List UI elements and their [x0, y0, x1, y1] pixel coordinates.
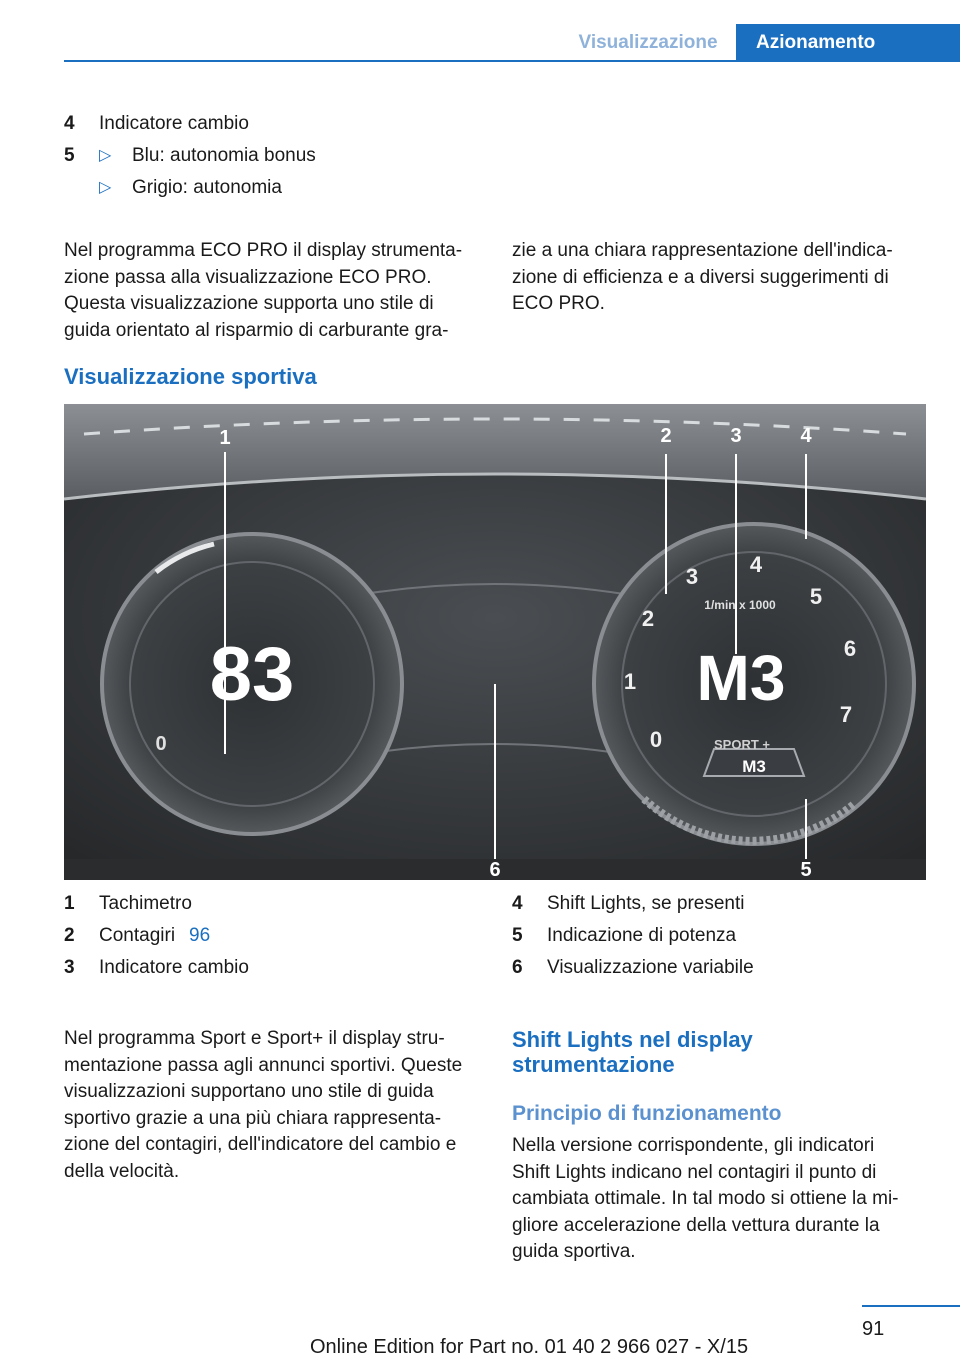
text-line: zie a una chiara rappresentazione dell'indica-: [512, 240, 893, 261]
text-line: Nel programma ECO PRO il display strumenta-: [64, 240, 463, 261]
rpm-tick-3: 3: [685, 564, 699, 589]
text-line: mentazione passa agli annunci sportivi. Queste: [64, 1054, 463, 1076]
top-list: [64, 108, 316, 204]
legend-item: [512, 888, 754, 920]
callout-5: 5: [800, 859, 812, 880]
text-line: della velocità.: [64, 1160, 180, 1182]
legend-number: 3: [64, 957, 75, 978]
callout-3: 3: [730, 425, 742, 447]
legend-item: [64, 888, 249, 920]
speed-zero-label: 0: [155, 733, 167, 755]
principle-title: Principio di funzionamento: [512, 1102, 782, 1125]
legend-number: 6: [512, 957, 523, 978]
tab-azionamento[interactable]: Azionamento: [736, 24, 960, 62]
legend-number: 5: [512, 925, 523, 946]
rpm-tick-2: 2: [641, 606, 655, 631]
mode-badge: M3: [742, 757, 766, 776]
callout-2: 2: [660, 425, 672, 447]
text-line: gliore accelerazione della vettura durante la: [512, 1214, 880, 1236]
eco-paragraph-left: [64, 238, 494, 344]
text-line: visualizzazioni supportano uno stile di guida: [64, 1081, 434, 1102]
heading-line: strumentazione: [512, 1052, 675, 1077]
instrument-cluster-image: [64, 404, 926, 880]
rpm-tick-6: 6: [843, 636, 857, 661]
instrument-cluster-figure: [64, 404, 926, 880]
tab-visualizzazione[interactable]: Visualizzazione: [578, 32, 718, 53]
text-line: Nel programma Sport e Sport+ il display stru-: [64, 1028, 445, 1049]
list-item: [64, 108, 316, 140]
rpm-tick-1: 1: [623, 669, 637, 694]
list-item: [64, 172, 316, 204]
callout-1: 1: [219, 427, 231, 449]
item-number: 5: [64, 145, 75, 166]
legend-text: Tachimetro: [99, 893, 192, 914]
rpm-tick-4: 4: [749, 552, 763, 577]
text-line: sportivo grazie a una più chiara rappresenta-: [64, 1107, 442, 1129]
triangle-bullet-icon: ▷: [99, 147, 112, 164]
shift-lights-title: [512, 1027, 753, 1077]
text-line: zione passa alla visualizzazione ECO PRO.: [64, 266, 432, 288]
edition-note: Online Edition for Part no. 01 40 2 966 027 - X/15: [310, 1336, 749, 1358]
item-text: Blu: autonomia bonus: [132, 145, 316, 166]
text-line: Questa visualizzazione supporta uno stile di: [64, 293, 434, 314]
text-line: guida orientato al risparmio di carburante gra-: [64, 319, 449, 341]
legend-text: Contagiri: [99, 925, 176, 946]
legend-right: [512, 888, 754, 984]
page-number: 91: [862, 1318, 885, 1340]
footer-rule: [862, 1305, 960, 1307]
text-line: guida sportiva.: [512, 1241, 636, 1262]
legend-text: Shift Lights, se presenti: [547, 893, 745, 914]
legend-item: [64, 952, 249, 984]
legend-number: 1: [64, 893, 75, 914]
legend-number: 4: [512, 893, 523, 914]
text-line: ECO PRO.: [512, 293, 605, 314]
text-line: cambiata ottimale. In tal modo si ottiene la mi-: [512, 1188, 899, 1209]
legend-item: [64, 920, 249, 952]
item-text: Indicatore cambio: [99, 113, 249, 134]
legend-text: Visualizzazione variabile: [547, 957, 754, 978]
rpm-unit-label: 1/min x 1000: [704, 598, 776, 612]
list-item: [64, 140, 316, 172]
legend-number: 2: [64, 925, 75, 946]
callout-4: 4: [800, 425, 812, 447]
callout-6: 6: [489, 859, 501, 880]
section-title: Visualizzazione sportiva: [64, 364, 317, 389]
legend-item: [512, 920, 754, 952]
triangle-bullet-icon: ▷: [99, 179, 112, 196]
item-number: [64, 172, 99, 204]
legend-text: Indicazione di potenza: [547, 925, 737, 946]
principle-paragraph: [512, 1133, 942, 1266]
sport-mode-label: SPORT +: [714, 737, 770, 752]
heading-line: Shift Lights nel display: [512, 1027, 753, 1052]
sport-paragraph: [64, 1026, 494, 1185]
text-line: zione del contagiri, dell'indicatore del cambio e: [64, 1134, 457, 1155]
text-line: Shift Lights indicano nel contagiri il punto di: [512, 1161, 877, 1183]
text-line: Nella versione corrispondente, gli indicatori: [512, 1135, 875, 1156]
item-text: Grigio: autonomia: [132, 177, 282, 198]
legend-text: Indicatore cambio: [99, 957, 249, 978]
header-rule: [64, 60, 960, 62]
text-line: zione di efficienza e a diversi suggerimenti di: [512, 266, 889, 288]
page-reference-link[interactable]: 96: [189, 925, 211, 946]
item-number: 4: [64, 113, 75, 134]
gear-readout: M3: [696, 642, 786, 714]
legend-left: [64, 888, 249, 984]
eco-paragraph-right: [512, 238, 932, 318]
rpm-tick-7: 7: [839, 702, 853, 727]
legend-item: [512, 952, 754, 984]
rpm-tick-0: 0: [649, 727, 663, 752]
rpm-tick-5: 5: [809, 584, 823, 609]
speed-readout: 83: [209, 632, 295, 717]
